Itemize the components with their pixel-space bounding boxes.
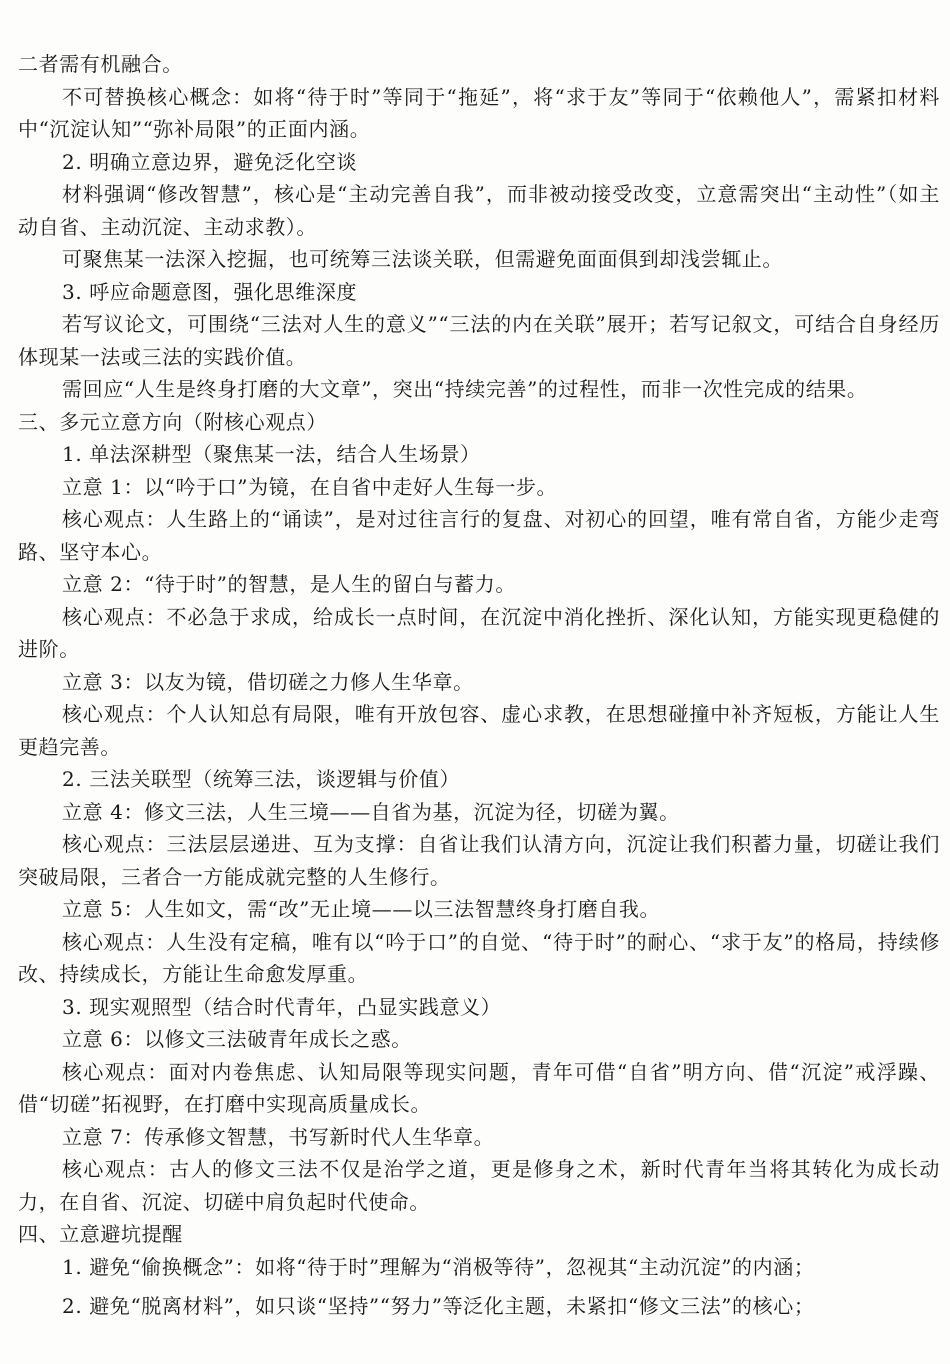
subheading: 2. 三法关联型（统筹三法，谈逻辑与价值） [62, 767, 461, 791]
paragraph: 立意 3：以友为镜，借切磋之力修人生华章。 [62, 669, 474, 694]
subheading: 1. 单法深耕型（聚焦某一法，结合人生场景） [62, 442, 481, 466]
subheading: 3. 现实观照型（结合时代青年，凸显实践意义） [62, 994, 502, 1019]
paragraph: 材料强调“修改智慧”，核心是“主动完善自我”，而非被动接受改变，立意需突出“主动性”（如主动自省、主动沉淀、主动求教）。 [18, 182, 940, 239]
paragraph: 核心观点：人生路上的“诵读”，是对过往言行的复盘、对初心的回望，唯有常自省，方能少走弯路、坚守本心。 [18, 507, 940, 564]
paragraph: 立意 5：人生如文，需“改”无止境——以三法智慧终身打磨自我。 [62, 897, 661, 921]
paragraph: 1. 避免“偷换概念”：如将“待于时”理解为“消极等待”，忽视其“主动沉淀”的内涵； [62, 1254, 815, 1279]
paragraph: 核心观点：个人认知总有局限，唯有开放包容、虚心求教，在思想碰撞中补齐短板，方能让人生更趋完善。 [18, 702, 940, 759]
paragraph: 可聚焦某一法深入挖掘，也可统筹三法谈关联，但需避免面面俱到却浅尝辄止。 [62, 247, 783, 271]
subheading: 3. 呼应命题意图，强化思维深度 [62, 279, 358, 304]
paragraph: 立意 4：修文三法，人生三境——自省为基，沉淀为径，切磋为翼。 [62, 799, 680, 824]
section-heading: 三、多元立意方向（附核心观点） [18, 409, 327, 434]
paragraph: 需回应“人生是终身打磨的大文章”，突出“持续完善”的过程性，而非一次性完成的结果。 [62, 377, 868, 401]
paragraph-continuation: 二者需有机融合。 [18, 52, 183, 76]
paragraph: 核心观点：古人的修文三法不仅是治学之道，更是修身之术，新时代青年当将其转化为成长动力，在自省、沉淀、切磋中肩负起时代使命。 [18, 1157, 940, 1214]
paragraph: 立意 2：“待于时”的智慧，是人生的留白与蓄力。 [62, 572, 516, 596]
paragraph: 核心观点：面对内卷焦虑、认知局限等现实问题，青年可借“自省”明方向、借“沉淀”戒浮躁、借“切磋”拓视野，在打磨中实现高质量成长。 [18, 1059, 940, 1116]
paragraph: 核心观点：人生没有定稿，唯有以“吟于口”的自觉、“待于时”的耐心、“求于友”的格局，持续修改、持续成长，方能让生命愈发厚重。 [18, 929, 940, 986]
paragraph: 立意 7：传承修文智慧，书写新时代人生华章。 [62, 1124, 495, 1149]
paragraph: 不可替换核心概念：如将“待于时”等同于“拖延”，将“求于友”等同于“依赖他人”，需紧扣材料中“沉淀认知”“弥补局限”的正面内涵。 [18, 84, 940, 141]
section-heading: 四、立意避坑提醒 [18, 1222, 183, 1246]
subheading: 2. 明确立意边界，避免泛化空谈 [62, 149, 358, 174]
cut-off-line-text: 2. 避免“脱离材料”，如只谈“坚持”“努力”等泛化主题，未紧扣“修文三法”的核心； [62, 1294, 815, 1318]
paragraph: 核心观点：不必急于求成，给成长一点时间，在沉淀中消化挫折、深化认知，方能实现更稳健的进阶。 [18, 604, 940, 661]
cut-off-line [62, 1290, 882, 1318]
paragraph: 立意 6：以修文三法破青年成长之惑。 [62, 1027, 412, 1051]
paragraph: 核心观点：三法层层递进、互为支撑：自省让我们认清方向，沉淀让我们积蓄力量，切磋让我们突破局限，三者合一方能成就完整的人生修行。 [18, 832, 940, 889]
paragraph: 立意 1：以“吟于口”为镜，在自省中走好人生每一步。 [62, 474, 558, 499]
paragraph: 若写议论文，可围绕“三法对人生的意义”“三法的内在关联”展开；若写记叙文，可结合自身经历体现某一法或三法的实践价值。 [18, 312, 940, 369]
document-body [18, 48, 940, 1283]
